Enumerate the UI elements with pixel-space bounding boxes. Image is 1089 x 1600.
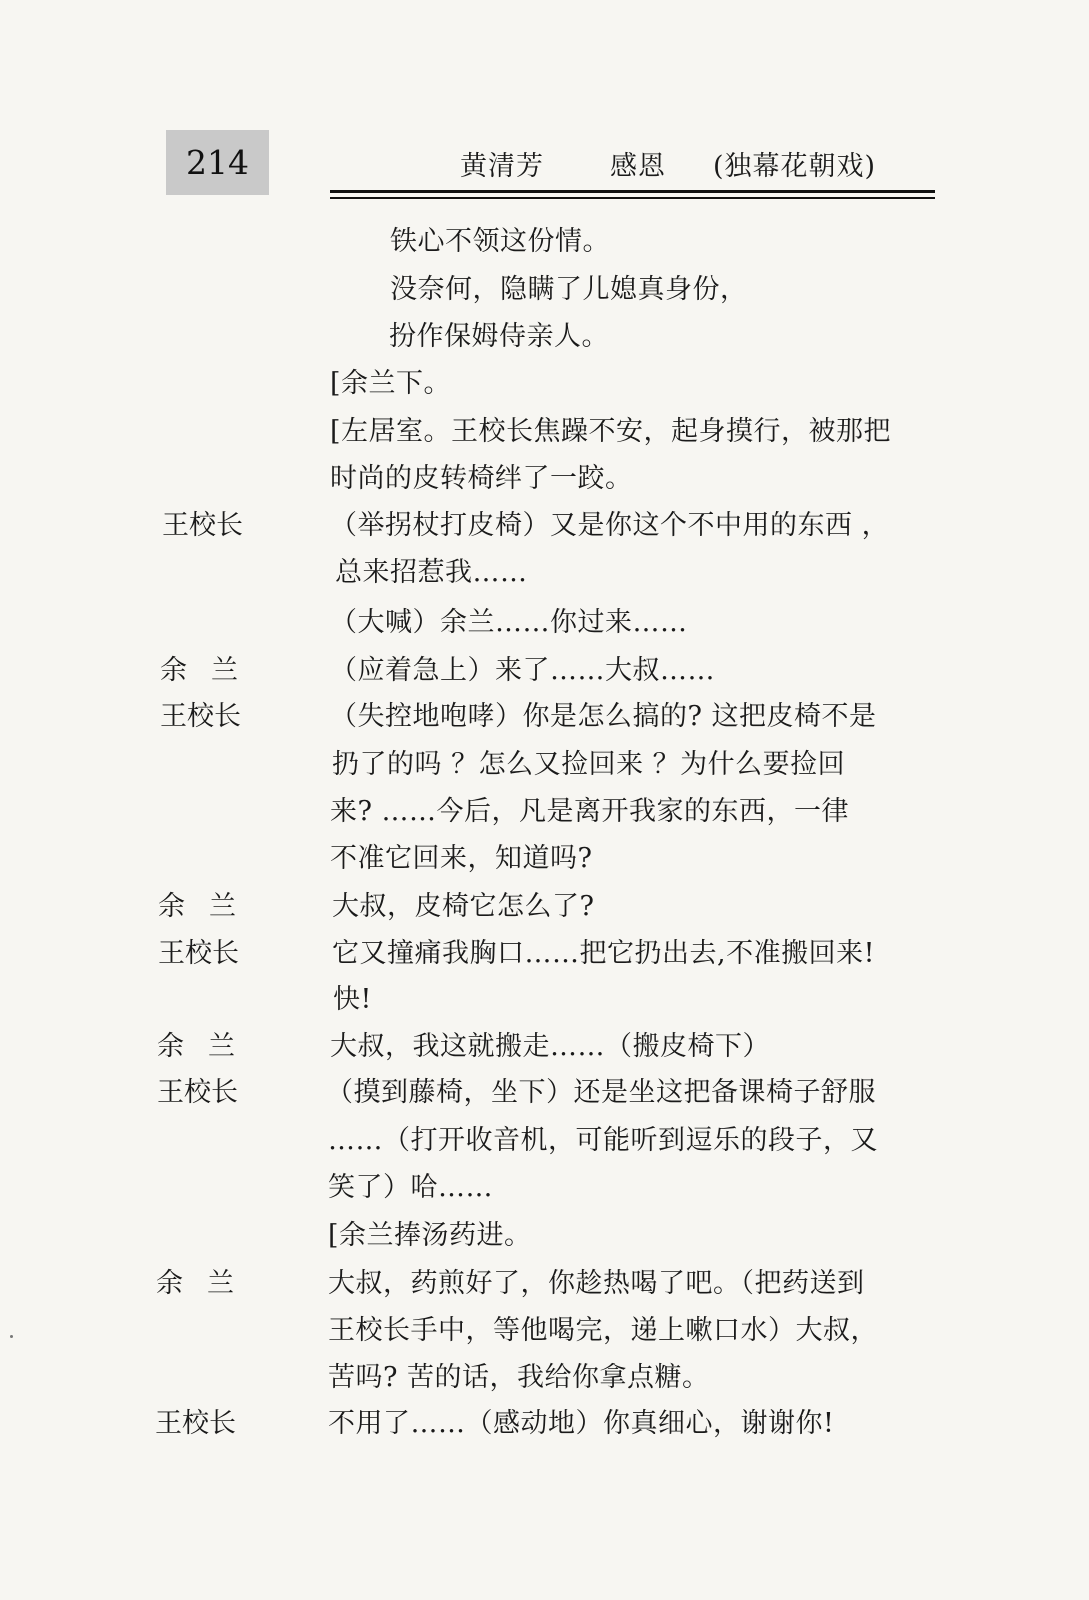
dialogue-line: 快! <box>333 984 372 1015</box>
header-author: 黄清芳 <box>460 151 544 182</box>
dialogue-line: （摸到藤椅，坐下）还是坐这把备课椅子舒服 <box>326 1077 876 1108</box>
dialogue-line: 大叔，我这就搬走……（搬皮椅下） <box>330 1031 770 1062</box>
dialogue-line: 大叔，药煎好了，你趁热喝了吧。（把药送到 <box>328 1268 865 1299</box>
stage-direction-line: [左居室。王校长焦躁不安，起身摸行，被那把 <box>330 416 892 447</box>
dialogue-line: 总来招惹我…… <box>335 557 528 588</box>
speaker-label: 王校长 <box>158 938 239 969</box>
dialogue-line: 铁心不领这份情。 <box>390 226 610 257</box>
speaker-label: 余兰 <box>158 891 260 922</box>
dialogue-line: 来? ……今后，凡是离开我家的东西，一律 <box>330 796 850 827</box>
dialogue-line: 笑了）哈…… <box>328 1172 493 1203</box>
stage-direction-line: [余兰下。 <box>330 368 452 399</box>
dialogue-line: （失控地咆哮）你是怎么搞的? 这把皮椅不是 <box>330 701 877 732</box>
speaker-label: 余兰 <box>157 1031 259 1062</box>
header-title: 感恩 <box>610 151 666 182</box>
dialogue-line: 扔了的吗 ？怎么又捡回来 ？为什么要捡回 <box>332 749 846 780</box>
speaker-label: 王校长 <box>155 1408 236 1439</box>
speaker-label: 余兰 <box>160 655 262 686</box>
dialogue-line: 不准它回来，知道吗? <box>330 843 593 874</box>
dialogue-line: （大喊）余兰……你过来…… <box>330 607 688 638</box>
stage-direction-line: 时尚的皮转椅绊了一跤。 <box>330 463 633 494</box>
scan-speck <box>10 1335 13 1338</box>
dialogue-line: 没奈何，隐瞒了儿媳真身份， <box>390 274 748 305</box>
stage-direction-line: [余兰捧汤药进。 <box>328 1220 532 1251</box>
dialogue-line: 苦吗? 苦的话，我给你拿点糖。 <box>328 1362 710 1393</box>
dialogue-line: 不用了……（感动地）你真细心，谢谢你! <box>328 1408 835 1439</box>
speaker-label: 王校长 <box>160 701 241 732</box>
dialogue-line: （应着急上）来了……大叔…… <box>330 655 715 686</box>
page-number-text: 214 <box>186 143 249 182</box>
dialogue-line: 大叔，皮椅它怎么了? <box>332 891 595 922</box>
dialogue-line: 王校长手中，等他喝完，递上嗽口水）大叔， <box>328 1315 878 1346</box>
dialogue-line: 它又撞痛我胸口……把它扔出去,不准搬回来! <box>332 938 875 969</box>
speaker-label: 余兰 <box>156 1268 258 1299</box>
dialogue-line: ……（打开收音机，可能听到逗乐的段子，又 <box>328 1125 878 1156</box>
dialogue-line: 扮作保姆侍亲人。 <box>389 321 609 352</box>
speaker-label: 王校长 <box>162 510 243 541</box>
speaker-label: 王校长 <box>157 1077 238 1108</box>
header-subtitle: (独幕花朝戏) <box>713 151 877 182</box>
dialogue-line: （举拐杖打皮椅）又是你这个不中用的东西 ， <box>330 510 890 541</box>
